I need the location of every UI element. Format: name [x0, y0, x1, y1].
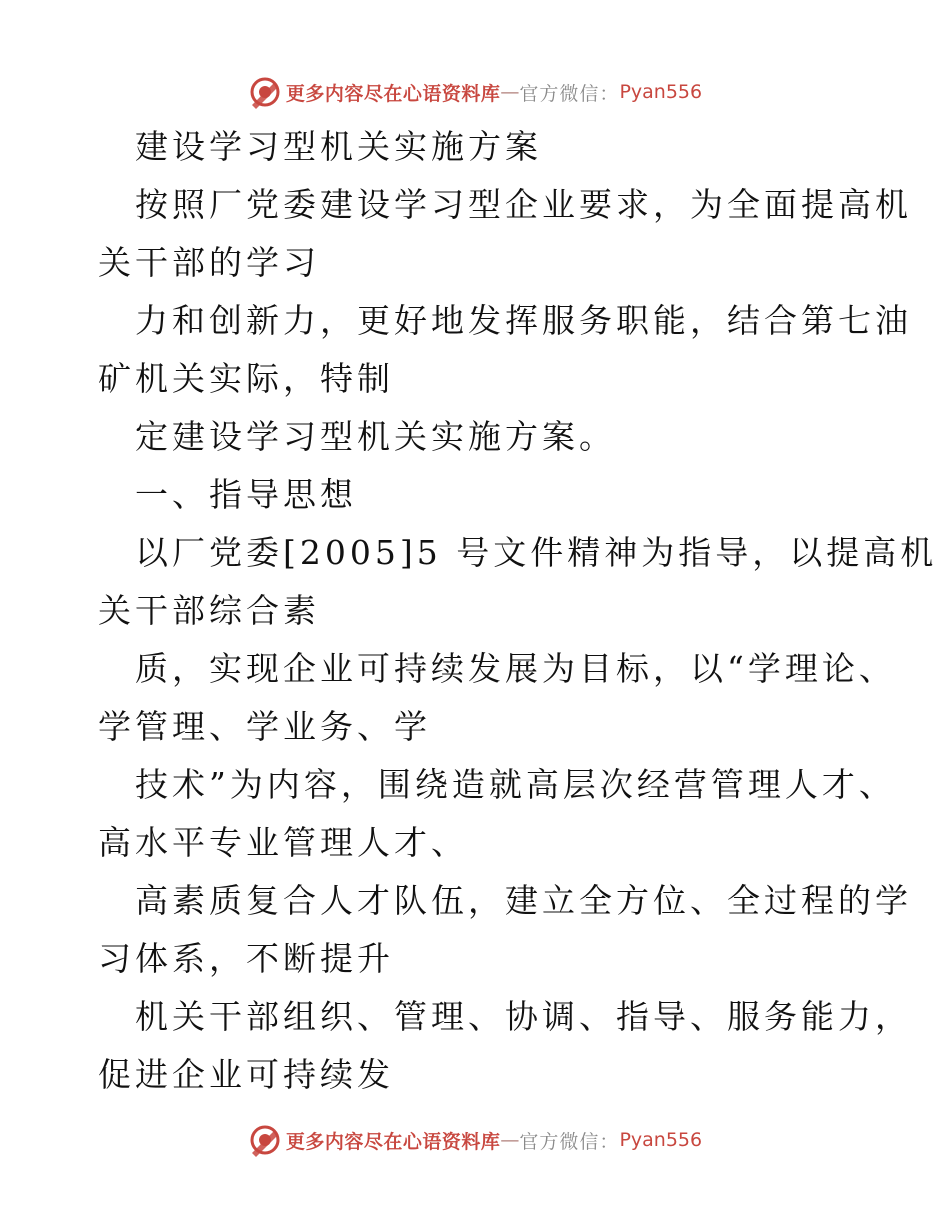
banner-separator: — [500, 1129, 520, 1151]
footer-banner [0, 1120, 950, 1160]
header-banner [0, 72, 950, 112]
doc-line: 关干部的学习 [98, 243, 320, 282]
document-body [98, 118, 938, 1104]
banner-wechat-id: Pyan556 [619, 1129, 703, 1151]
doc-line: 按照厂党委建设学习型企业要求，为全面提高机 [135, 185, 912, 224]
banner-sub-text: 官方微信： [519, 82, 620, 105]
doc-line: 力和创新力，更好地发挥服务职能，结合第七油 [135, 301, 912, 340]
banner-main-text: 更多内容尽在心语资料库 [285, 82, 501, 105]
doc-line: 定建设学习型机关实施方案。 [135, 417, 616, 456]
doc-title: 建设学习型机关实施方案 [135, 127, 542, 166]
doc-line: 高水平专业管理人才、 [98, 823, 468, 862]
doc-line: 以厂党委[2005]5 号文件精神为指导，以提高机 [135, 533, 938, 572]
doc-line: 学管理、学业务、学 [98, 707, 431, 746]
banner-wechat-id: Pyan556 [619, 81, 703, 103]
doc-line: 促进企业可持续发 [98, 1055, 394, 1094]
doc-line: 质，实现企业可持续发展为目标，以“学理论、 [135, 649, 896, 688]
doc-line: 机关干部组织、管理、协调、指导、服务能力， [135, 997, 912, 1036]
doc-line: 高素质复合人才队伍，建立全方位、全过程的学 [135, 881, 912, 920]
doc-line: 习体系，不断提升 [98, 939, 394, 978]
section-heading: 一、指导思想 [135, 475, 357, 514]
doc-line: 技术”为内容，围绕造就高层次经营管理人才、 [135, 765, 896, 804]
doc-line: 矿机关实际，特制 [98, 359, 394, 398]
pen-logo-icon [248, 75, 282, 109]
banner-main-text: 更多内容尽在心语资料库 [285, 1130, 501, 1153]
doc-line: 关干部综合素 [98, 591, 320, 630]
banner-sub-text: 官方微信： [519, 1130, 620, 1153]
banner-separator: — [500, 81, 520, 103]
pen-logo-icon [248, 1123, 282, 1157]
